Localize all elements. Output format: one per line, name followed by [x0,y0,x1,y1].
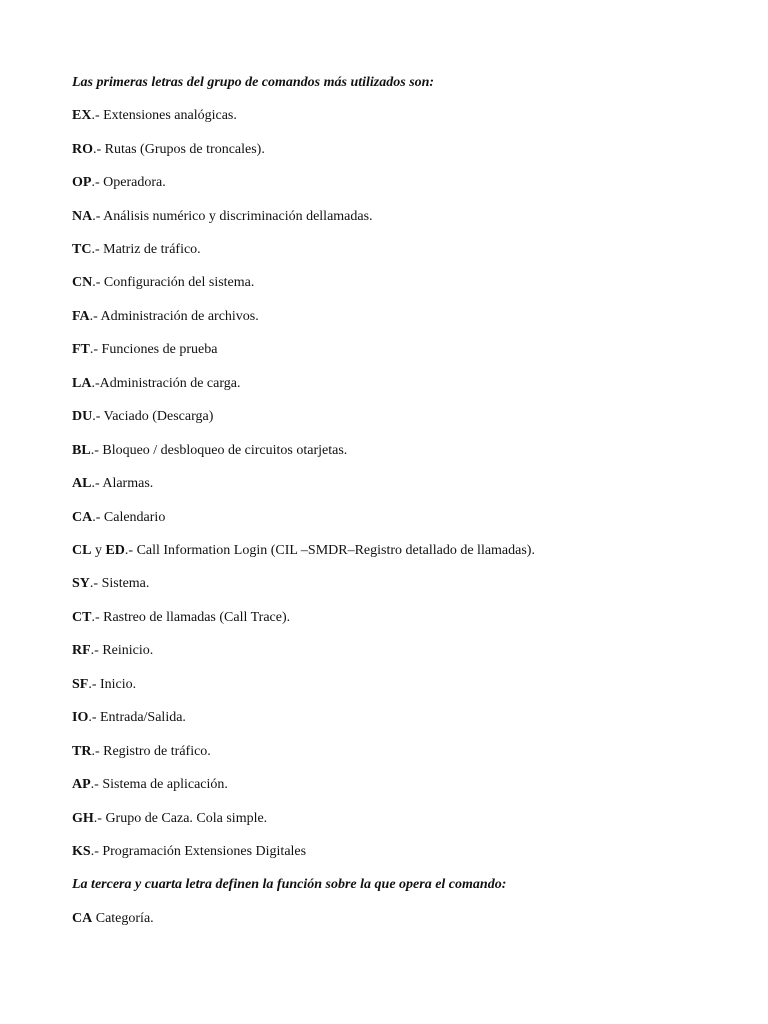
entry-cl-ed [72,542,535,560]
entry-desc: .- Vaciado (Descarga) [92,409,214,424]
entry-code: CL [72,543,92,558]
entry-desc: .- Entrada/Salida. [88,710,186,725]
entry-desc: .- Operadora. [91,175,166,190]
heading-third-fourth-letters: La tercera y cuarta letra definen la función sobre la que opera el comando: [72,877,507,892]
entry-code: IO [72,710,89,725]
entry-code: SY [72,576,90,591]
entry-ap [72,776,228,794]
entry-desc: .- Call Information Login (CIL –SMDR–Registro detallado de llamadas). [124,543,535,558]
entry-desc: .- Funciones de prueba [89,342,218,357]
entry-desc: .- Inicio. [88,677,137,692]
entry-code: SF [72,677,89,692]
entry-desc: .- Matriz de tráfico. [91,242,201,257]
entry-ct [72,609,290,627]
entry-desc: .- Bloqueo / desbloqueo de circuitos otarjetas. [90,443,348,458]
entry-bl [72,442,347,460]
entry-desc: .- Grupo de Caza. Cola simple. [93,811,268,826]
entry-op [72,174,166,192]
entry-rf [72,642,153,660]
entry-ro [72,141,265,159]
entry-code: CA [72,911,93,926]
entry-desc: Categoría. [92,911,154,926]
entry-code: EX [72,108,92,123]
entry-code: OP [72,175,92,190]
entry-code: CT [72,610,92,625]
entry-code: FA [72,309,90,324]
entry-code: CN [72,275,93,290]
entry-code: TC [72,242,92,257]
entry-code: AP [72,777,91,792]
entry-ex [72,107,237,125]
entry-code: TR [72,744,92,759]
entry-code: RO [72,142,93,157]
entry-desc: .- Sistema de aplicación. [90,777,228,792]
entry-desc: .- Rutas (Grupos de troncales). [93,142,265,157]
entry-code: DU [72,409,93,424]
entry-code: CA [72,510,93,525]
entry-desc: .- Calendario [92,510,166,525]
entry-sy [72,575,149,593]
entry-tc [72,241,201,259]
entry-code: RF [72,643,91,658]
entry-code: NA [72,209,93,224]
entry-code-secondary: ED [105,543,125,558]
entry-na [72,208,373,226]
entry-io [72,709,186,727]
heading-first-letters: Las primeras letras del grupo de comandos más utilizados son: [72,75,435,90]
entry-ks [72,843,306,861]
entry-desc: .- Configuración del sistema. [92,275,255,290]
entry-ca [72,509,165,527]
entry-code: AL [72,476,92,491]
entry-ft [72,341,217,359]
entry-gh [72,810,267,828]
entry-desc: .-Administración de carga. [91,376,241,391]
entry-tr [72,743,211,761]
entry-code: LA [72,376,92,391]
entry-al [72,475,153,493]
entry-desc: .- Alarmas. [91,476,154,491]
entry-fa [72,308,259,326]
entry-sf [72,676,136,694]
entry-cn [72,274,254,292]
entry-ca-categoria [72,910,154,928]
entry-connector: y [91,543,106,558]
entry-code: FT [72,342,90,357]
entry-code: GH [72,811,94,826]
entry-code: KS [72,844,91,859]
entry-du [72,408,213,426]
entry-desc: .- Reinicio. [90,643,154,658]
entry-desc: .- Programación Extensiones Digitales [90,844,307,859]
entry-desc: .- Administración de archivos. [89,309,259,324]
entry-desc: .- Rastreo de llamadas (Call Trace). [91,610,291,625]
entry-desc: .- Registro de tráfico. [91,744,211,759]
entry-desc: .- Sistema. [89,576,150,591]
entry-code: BL [72,443,91,458]
entry-desc: .- Análisis numérico y discriminación dellamadas. [92,209,373,224]
entry-desc: .- Extensiones analógicas. [91,108,237,123]
entry-la [72,375,240,393]
